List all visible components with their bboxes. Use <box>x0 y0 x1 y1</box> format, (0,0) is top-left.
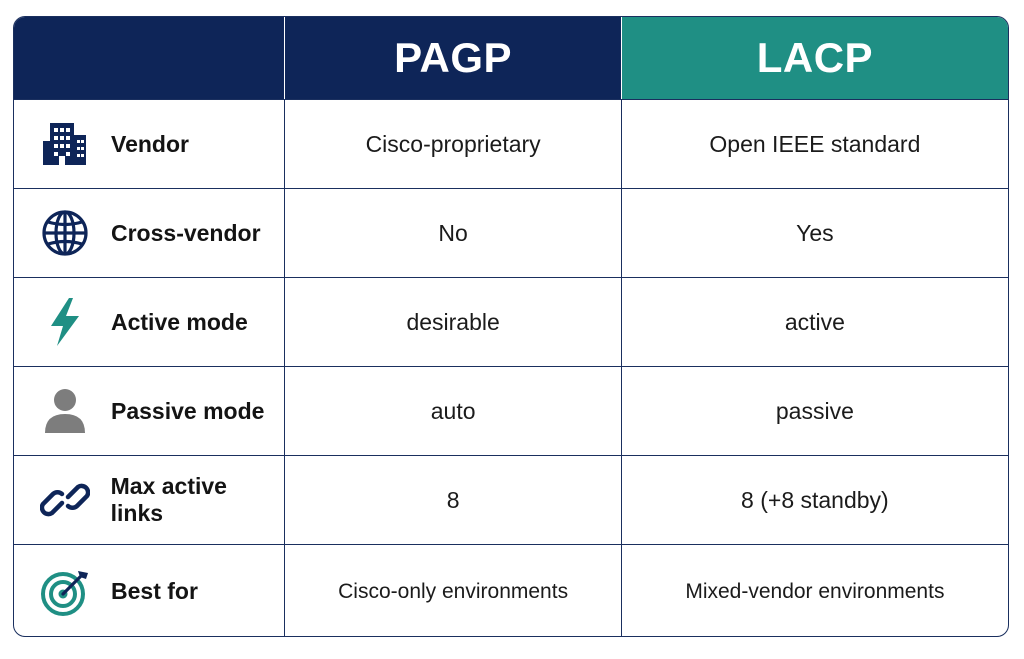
row-label: Best for <box>111 578 198 604</box>
table-row <box>14 455 1008 544</box>
row-label-cell <box>14 545 285 637</box>
lacp-value: Yes <box>796 219 834 246</box>
pagp-value: Cisco-only environments <box>285 545 621 637</box>
table-row <box>14 188 1008 277</box>
row-label: Cross-vendor <box>111 219 261 246</box>
pagp-value: Cisco-proprietary <box>285 100 621 188</box>
row-label: Passive mode <box>111 397 265 424</box>
table-row <box>14 544 1008 637</box>
building-icon <box>39 118 91 170</box>
row-label-cell <box>14 456 285 544</box>
row-label: Active mode <box>111 308 248 335</box>
row-label: Max active links <box>110 473 227 526</box>
table-row <box>14 99 1008 188</box>
pagp-value: auto <box>285 367 621 455</box>
header-pagp: PAGP <box>285 17 621 99</box>
row-label-cell <box>14 189 285 277</box>
pagp-value: 8 <box>285 456 621 544</box>
row-label-cell <box>14 278 285 366</box>
lacp-value: passive <box>775 397 854 424</box>
pagp-value: No <box>285 189 621 277</box>
header-lacp: LACP <box>622 17 1008 99</box>
lacp-value: Mixed-vendor environments <box>685 579 945 603</box>
row-label-cell <box>14 367 285 455</box>
table-row <box>14 277 1008 366</box>
table-header <box>14 17 1008 99</box>
lacp-value: Open IEEE standard <box>709 130 921 157</box>
globe-icon <box>39 207 91 259</box>
person-icon <box>39 385 91 437</box>
target-icon <box>39 566 91 618</box>
chain-link-icon <box>39 474 91 526</box>
lacp-value: 8 (+8 standby) <box>741 486 889 513</box>
row-label-cell <box>14 100 285 188</box>
row-label: Vendor <box>111 130 189 157</box>
table-row <box>14 366 1008 455</box>
comparison-table <box>13 16 1009 637</box>
header-empty-cell <box>14 17 285 99</box>
lacp-value: active <box>784 308 845 335</box>
lightning-bolt-icon <box>39 296 91 348</box>
pagp-value: desirable <box>285 278 621 366</box>
